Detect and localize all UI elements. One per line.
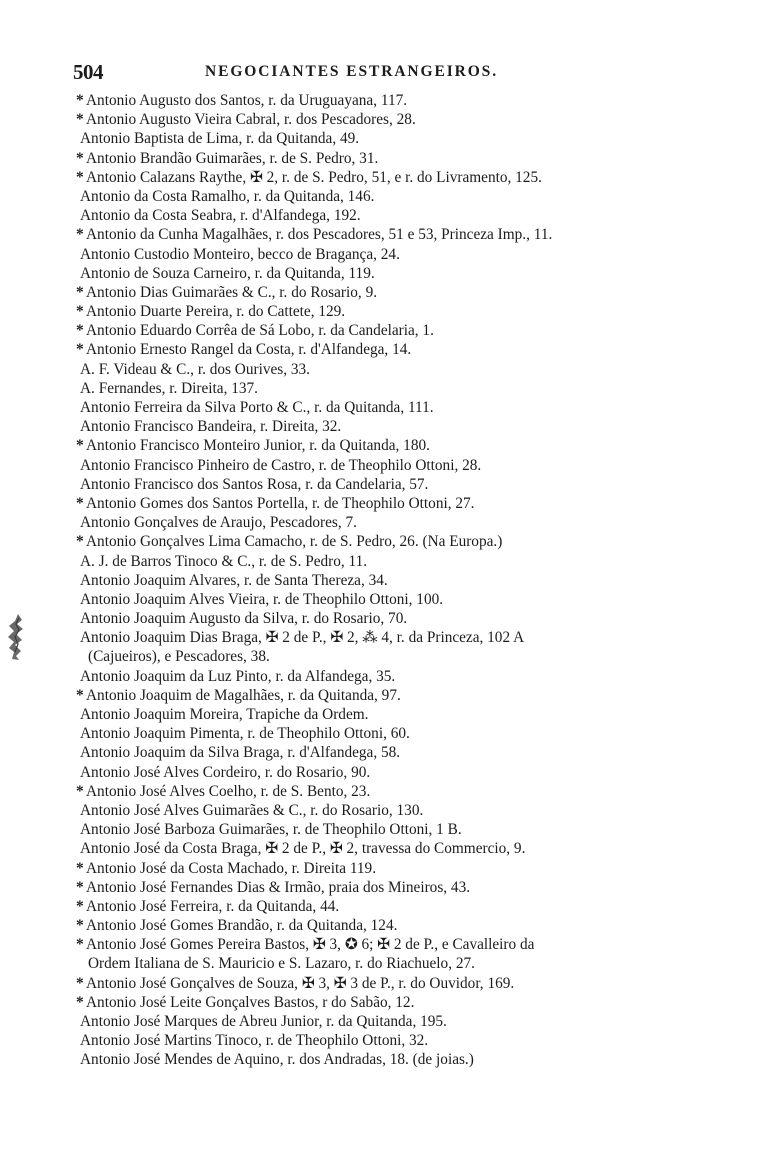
merchant-entry — [76, 974, 716, 993]
merchant-entry-text: Ordem Italiana de S. Mauricio e S. Lazaro, r. do Riachuelo, 27. — [88, 955, 475, 973]
merchant-entry-text: Antonio José Gonçalves de Souza, ✠ 3, ✠ 3 de P., r. do Ouvidor, 169. — [86, 974, 515, 992]
merchant-entry — [76, 168, 716, 187]
merchant-entry-text: Antonio da Costa Seabra, r. d'Alfandega, 192. — [80, 207, 361, 225]
merchant-entry — [76, 321, 716, 340]
merchant-entry — [76, 801, 716, 820]
merchant-entry-text: Antonio Francisco Pinheiro de Castro, r. de Theophilo Ottoni, 28. — [80, 456, 482, 474]
merchant-entry — [76, 667, 716, 686]
merchant-entry-text: Antonio José Fernandes Dias & Irmão, praia dos Mineiros, 43. — [86, 878, 471, 896]
star-marker: * — [76, 226, 84, 244]
star-marker: * — [76, 533, 84, 551]
star-marker: * — [76, 437, 84, 455]
merchant-entry-text: Antonio Brandão Guimarães, r. de S. Pedro, 31. — [86, 149, 379, 167]
merchant-entry-text: Antonio Gonçalves Lima Camacho, r. de S. Pedro, 26. (Na Europa.) — [86, 533, 503, 551]
merchant-entry — [76, 897, 716, 916]
merchant-entry-text: Antonio Dias Guimarães & C., r. do Rosario, 9. — [86, 283, 378, 301]
merchant-entry-text: Antonio Francisco Bandeira, r. Direita, 32. — [80, 418, 342, 436]
merchant-entry — [76, 417, 716, 436]
merchant-entry — [76, 456, 716, 475]
star-marker: * — [76, 917, 84, 935]
merchant-entry-text: Antonio da Costa Ramalho, r. da Quitanda, 146. — [80, 187, 375, 205]
star-marker: * — [76, 111, 84, 129]
merchant-entry — [76, 110, 716, 129]
merchant-entry-text: Antonio Joaquim Augusto da Silva, r. do Rosario, 70. — [80, 610, 408, 628]
merchant-entry — [76, 993, 716, 1012]
merchant-entry-text: Antonio José Barboza Guimarães, r. de Theophilo Ottoni, 1 B. — [80, 821, 462, 839]
merchant-entry — [76, 839, 716, 858]
merchant-entry-text: Antonio José Gomes Brandão, r. da Quitanda, 124. — [86, 917, 398, 935]
running-title: NEGOCIANTES ESTRANGEIROS. — [205, 63, 498, 80]
merchant-entry — [76, 628, 716, 647]
page-number: 504 — [73, 60, 103, 84]
merchant-entry-text: Antonio Joaquim Moreira, Trapiche da Ordem. — [80, 706, 369, 723]
merchant-entry — [76, 264, 716, 283]
merchant-entry — [76, 340, 716, 359]
margin-ink-mark — [4, 612, 26, 662]
merchant-entry-continuation — [76, 954, 716, 973]
merchant-entry-text: Antonio José da Costa Machado, r. Direita 119. — [86, 859, 377, 877]
merchant-entry — [76, 91, 716, 110]
merchant-entry-text: Antonio Francisco Monteiro Junior, r. da Quitanda, 180. — [86, 437, 430, 455]
merchant-entry — [76, 763, 716, 782]
star-marker: * — [76, 974, 84, 992]
merchant-entry — [76, 513, 716, 532]
merchant-entry — [76, 187, 716, 206]
merchant-entry-text: Antonio José Mendes de Aquino, r. dos Andradas, 18. (de joias.) — [80, 1051, 474, 1069]
merchant-entry — [76, 571, 716, 590]
star-marker: * — [76, 494, 84, 512]
merchant-entry — [76, 724, 716, 743]
merchant-entry-text: Antonio Joaquim Pimenta, r. de Theophilo Ottoni, 60. — [80, 725, 410, 743]
merchant-entry — [76, 705, 716, 724]
merchant-entry — [76, 916, 716, 935]
merchant-entry-text: Antonio José Gomes Pereira Bastos, ✠ 3, ✪ 6; ✠ 2 de P., e Cavalleiro da — [86, 936, 535, 954]
merchant-entry — [76, 379, 716, 398]
star-marker: * — [76, 897, 84, 915]
merchant-entry-text: (Cajueiros), e Pescadores, 38. — [88, 648, 270, 666]
merchant-entry — [76, 398, 716, 417]
merchant-entry — [76, 782, 716, 801]
merchant-entry-text: Antonio Joaquim de Magalhães, r. da Quitanda, 97. — [86, 686, 401, 704]
merchant-entry-text: Antonio Joaquim da Silva Braga, r. d'Alfandega, 58. — [80, 744, 401, 762]
merchant-entry-text: Antonio José da Costa Braga, ✠ 2 de P., ✠ 2, travessa do Commercio, 9. — [80, 840, 526, 858]
merchant-entry — [76, 245, 716, 264]
merchant-entry-text: Antonio Francisco dos Santos Rosa, r. da Candelaria, 57. — [80, 475, 429, 493]
merchant-entry — [76, 590, 716, 609]
star-marker: * — [76, 341, 84, 359]
merchant-entry-text: Antonio da Cunha Magalhães, r. dos Pescadores, 51 e 53, Princeza Imp., 11. — [86, 226, 553, 244]
merchant-entry — [76, 360, 716, 379]
star-marker: * — [76, 936, 84, 954]
merchant-entry — [76, 494, 716, 513]
merchant-list — [76, 91, 716, 1070]
merchant-entry-text: Antonio Calazans Raythe, ✠ 2, r. de S. Pedro, 51, e r. do Livramento, 125. — [86, 168, 542, 186]
merchant-entry-text: Antonio Custodio Monteiro, becco de Bragança, 24. — [80, 245, 400, 263]
star-marker: * — [76, 782, 84, 800]
merchant-entry — [76, 225, 716, 244]
star-marker: * — [76, 92, 84, 109]
merchant-entry — [76, 302, 716, 321]
merchant-entry — [76, 859, 716, 878]
star-marker: * — [76, 878, 84, 896]
star-marker: * — [76, 993, 84, 1011]
merchant-entry-text: Antonio José Marques de Abreu Junior, r. da Quitanda, 195. — [80, 1013, 447, 1030]
merchant-entry-text: Antonio Joaquim Alvares, r. de Santa Thereza, 34. — [80, 571, 388, 589]
merchant-entry — [76, 820, 716, 839]
merchant-entry-text: Antonio José Alves Guimarães & C., r. do Rosario, 130. — [80, 801, 424, 819]
merchant-entry — [76, 878, 716, 897]
merchant-entry-text: Antonio José Alves Cordeiro, r. do Rosario, 90. — [80, 763, 371, 781]
merchant-entry — [76, 475, 716, 494]
merchant-entry — [76, 206, 716, 225]
merchant-entry — [76, 743, 716, 762]
merchant-entry-text: Antonio Ernesto Rangel da Costa, r. d'Alfandega, 14. — [86, 341, 412, 359]
merchant-entry — [76, 283, 716, 302]
merchant-entry-text: A. Fernandes, r. Direita, 137. — [80, 379, 258, 397]
merchant-entry-text: Antonio Augusto dos Santos, r. da Uruguayana, 117. — [86, 92, 408, 109]
page-header — [73, 60, 563, 86]
merchant-entry — [76, 129, 716, 148]
merchant-entry-text: Antonio Joaquim Dias Braga, ✠ 2 de P., ✠ 2, ⁂ 4, r. da Princeza, 102 A — [80, 629, 525, 647]
merchant-entry-text: Antonio Ferreira da Silva Porto & C., r. da Quitanda, 111. — [80, 399, 434, 416]
merchant-entry — [76, 1031, 716, 1050]
star-marker: * — [76, 303, 84, 321]
merchant-entry-text: A. F. Videau & C., r. dos Ourives, 33. — [80, 360, 310, 378]
merchant-entry-text: Antonio José Alves Coelho, r. de S. Bento, 23. — [86, 782, 371, 800]
merchant-entry — [76, 532, 716, 551]
merchant-entry — [76, 935, 716, 954]
merchant-entry-text: Antonio José Ferreira, r. da Quitanda, 44. — [86, 897, 340, 915]
merchant-entry-text: Antonio Joaquim da Luz Pinto, r. da Alfandega, 35. — [80, 667, 396, 685]
star-marker: * — [76, 322, 84, 340]
merchant-entry — [76, 1012, 716, 1031]
merchant-entry-text: Antonio Eduardo Corrêa de Sá Lobo, r. da Candelaria, 1. — [86, 322, 434, 340]
merchant-entry-text: A. J. de Barros Tinoco & C., r. de S. Pedro, 11. — [80, 552, 368, 570]
merchant-entry-text: Antonio José Martins Tinoco, r. de Theophilo Ottoni, 32. — [80, 1032, 429, 1050]
merchant-entry-text: Antonio Joaquim Alves Vieira, r. de Theophilo Ottoni, 100. — [80, 590, 444, 608]
merchant-entry-text: Antonio José Leite Gonçalves Bastos, r do Sabão, 12. — [86, 993, 415, 1011]
star-marker: * — [76, 149, 84, 167]
star-marker: * — [76, 168, 84, 186]
merchant-entry-text: Antonio Gomes dos Santos Portella, r. de Theophilo Ottoni, 27. — [86, 494, 475, 512]
merchant-entry — [76, 686, 716, 705]
merchant-entry — [76, 609, 716, 628]
merchant-entry-continuation — [76, 647, 716, 666]
merchant-entry — [76, 552, 716, 571]
merchant-entry — [76, 149, 716, 168]
star-marker: * — [76, 686, 84, 704]
merchant-entry-text: Antonio Duarte Pereira, r. do Cattete, 129. — [86, 303, 346, 321]
star-marker: * — [76, 859, 84, 877]
merchant-entry — [76, 1050, 716, 1069]
merchant-entry-text: Antonio Augusto Vieira Cabral, r. dos Pescadores, 28. — [86, 111, 416, 129]
merchant-entry-text: Antonio Gonçalves de Araujo, Pescadores, 7. — [80, 514, 357, 532]
merchant-entry-text: Antonio Baptista de Lima, r. da Quitanda, 49. — [80, 130, 360, 148]
star-marker: * — [76, 283, 84, 301]
merchant-entry — [76, 436, 716, 455]
merchant-entry-text: Antonio de Souza Carneiro, r. da Quitanda, 119. — [80, 264, 375, 282]
